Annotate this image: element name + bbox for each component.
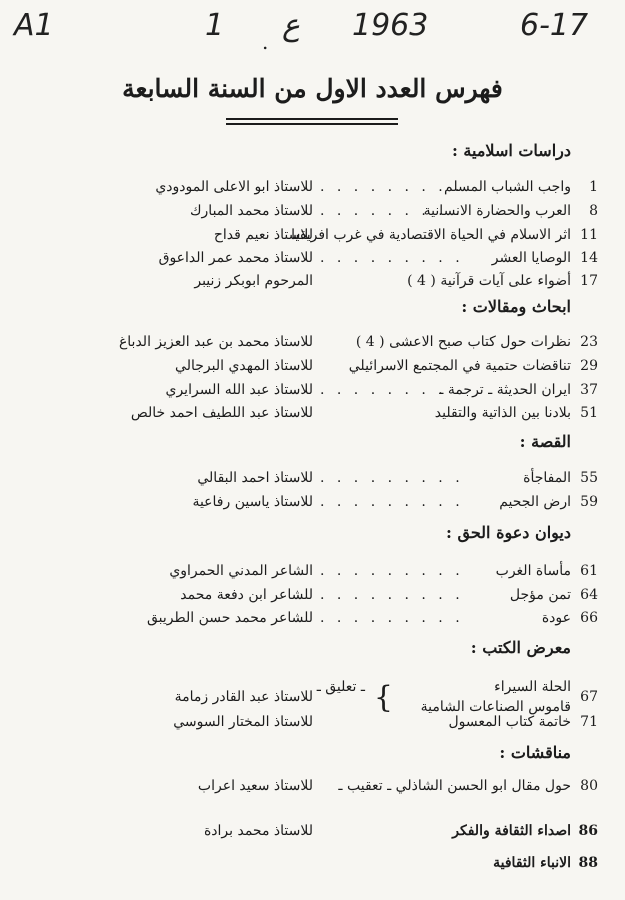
article-author: للاستاذ نعيم قداح xyxy=(213,227,313,243)
section-heading: القصة : xyxy=(519,432,571,451)
section-heading: ابحاث ومقالات : xyxy=(461,297,571,316)
toc-entry xyxy=(0,778,625,800)
article-title: عودة xyxy=(541,610,571,626)
article-author: للاستاذ سعيد اعراب xyxy=(197,778,313,794)
leader-dots: . . . . . . . . . xyxy=(320,587,464,603)
section-heading: ديوان دعوة الحق : xyxy=(446,523,571,542)
leader-dots: . . . . . . . . . xyxy=(320,382,464,398)
title-underline xyxy=(226,118,398,120)
page-number: 80 xyxy=(580,778,598,794)
article-author: للشاعر محمد حسن الطريبق xyxy=(146,610,313,626)
article-author: للاستاذ المختار السوسي xyxy=(173,714,313,730)
handwritten-reference: 6-17 xyxy=(520,8,589,43)
toc-entry xyxy=(0,563,625,585)
toc-entry xyxy=(0,203,625,225)
page-number: 8 xyxy=(589,203,598,219)
toc-entry xyxy=(0,273,625,295)
toc-entry xyxy=(0,250,625,272)
leader-dots: . . . . . . . . . xyxy=(320,610,464,626)
article-author: للاستاذ ياسين رفاعية xyxy=(192,494,313,510)
toc-entry xyxy=(0,358,625,380)
handwritten-code: A1 xyxy=(14,8,54,43)
page-number: 14 xyxy=(580,250,598,266)
page-number: 61 xyxy=(580,563,598,579)
toc-entry xyxy=(0,610,625,632)
toc-entry xyxy=(0,823,625,845)
article-title: خاتمة كتاب المعسول xyxy=(448,714,571,730)
leader-dots: . . . . . . . . . xyxy=(320,563,464,579)
article-author: للاستاذ المهدي البرجالي xyxy=(175,358,313,374)
article-title: المفاجأة xyxy=(523,470,571,486)
toc-entry xyxy=(0,494,625,516)
article-title: بلادنا بين الذاتية والتقليد xyxy=(434,405,571,421)
leader-dots: . . . . . . . . . xyxy=(320,250,464,266)
page-number: 66 xyxy=(580,610,598,626)
article-title: نظرات حول كتاب صبح الاعشى ( 4 ) xyxy=(355,334,571,350)
leader-dots: . . . . . . . . . xyxy=(320,203,464,219)
toc-entry xyxy=(0,405,625,427)
article-title: حول مقال ابو الحسن الشاذلي ـ تعقيب ـ xyxy=(338,778,571,794)
page-number: 11 xyxy=(580,227,598,243)
leader-dots: . . . . . . . . . xyxy=(320,179,464,195)
article-author: للاستاذ عبد القادر زمامة xyxy=(174,689,313,705)
article-title: الانباء الثقافية xyxy=(493,855,571,871)
page-number: 64 xyxy=(580,587,598,603)
toc-entry xyxy=(0,470,625,492)
article-title: واجب الشباب المسلم xyxy=(444,179,571,195)
page-number: 71 xyxy=(580,714,598,730)
article-author: للاستاذ محمد بن عبد العزيز الدباغ xyxy=(118,334,313,350)
page-number: 67 xyxy=(580,689,598,705)
leader-dots: . . . . . . . . . xyxy=(320,494,464,510)
page-number: 17 xyxy=(580,273,598,289)
brace-icon: { xyxy=(373,680,393,715)
handwritten-year: 1963 xyxy=(352,8,429,43)
page-title: فهرس العدد الاول من السنة السابعة xyxy=(122,74,503,103)
article-author: للاستاذ محمد المبارك xyxy=(190,203,313,219)
article-author: الشاعر المدني الحمراوي xyxy=(169,563,313,579)
article-title: أضواء على آيات قرآنية ( 4 ) xyxy=(407,273,571,289)
toc-entry xyxy=(0,227,625,249)
page-number: 23 xyxy=(580,334,598,350)
article-author: للاستاذ محمد برادة xyxy=(203,823,313,839)
date-separator: . xyxy=(262,30,269,54)
section-heading: معرض الكتب : xyxy=(470,638,571,657)
toc-entry xyxy=(0,179,625,201)
article-author: للاستاذ ابو الاعلى المودودي xyxy=(155,179,313,195)
handwritten-month: ع xyxy=(282,8,300,43)
article-title: ارض الجحيم xyxy=(499,494,571,510)
page-number: 88 xyxy=(578,855,598,871)
article-title: الوصايا العشر xyxy=(491,250,571,266)
title-underline xyxy=(226,123,398,125)
article-author: للشاعر ابن دفعة محمد xyxy=(180,587,313,603)
page-number: 37 xyxy=(580,382,598,398)
article-title: مأساة الغرب xyxy=(495,563,571,579)
article-title: اصداء الثقافة والفكر xyxy=(452,823,571,839)
leader-dots: . . . . . . . . . xyxy=(320,470,464,486)
toc-entry xyxy=(0,714,625,736)
toc-entry xyxy=(0,855,625,877)
toc-entry xyxy=(0,587,625,609)
article-title: ايران الحديثة ـ ترجمة ـ xyxy=(439,382,571,398)
article-note: ـ تعليق ـ xyxy=(316,679,365,695)
toc-entry xyxy=(0,334,625,356)
page-number: 51 xyxy=(580,405,598,421)
toc-entry xyxy=(0,382,625,404)
article-title: تناقضات حتمية في المجتمع الاسرائيلي xyxy=(348,358,571,374)
section-heading: دراسات اسلامية : xyxy=(451,141,571,160)
article-title: العرب والحضارة الانسانية xyxy=(423,203,571,219)
page-number: 1 xyxy=(589,179,598,195)
handwritten-day: 1 xyxy=(205,8,225,43)
page-number: 86 xyxy=(578,823,598,839)
article-title: تمن مؤجل xyxy=(509,587,571,603)
article-author: المرحوم ابوبكر زنيبر xyxy=(194,273,313,289)
article-author: للاستاذ عبد اللطيف احمد خالص xyxy=(130,405,313,421)
article-title-second: قاموس الصناعات الشامية xyxy=(420,699,571,715)
article-author: للاستاذ محمد عمر الداعوق xyxy=(158,250,313,266)
page-number: 59 xyxy=(580,494,598,510)
page-number: 29 xyxy=(580,358,598,374)
article-author: للاستاذ احمد البقالي xyxy=(197,470,313,486)
page-number: 55 xyxy=(580,470,598,486)
article-title: اثر الاسلام في الحياة الاقتصادية في غرب افريقيا xyxy=(291,227,571,243)
article-title: الحلة السيراء xyxy=(494,679,571,695)
section-heading: مناقشات : xyxy=(499,743,571,762)
article-author: للاستاذ عبد الله السرايري xyxy=(165,382,313,398)
